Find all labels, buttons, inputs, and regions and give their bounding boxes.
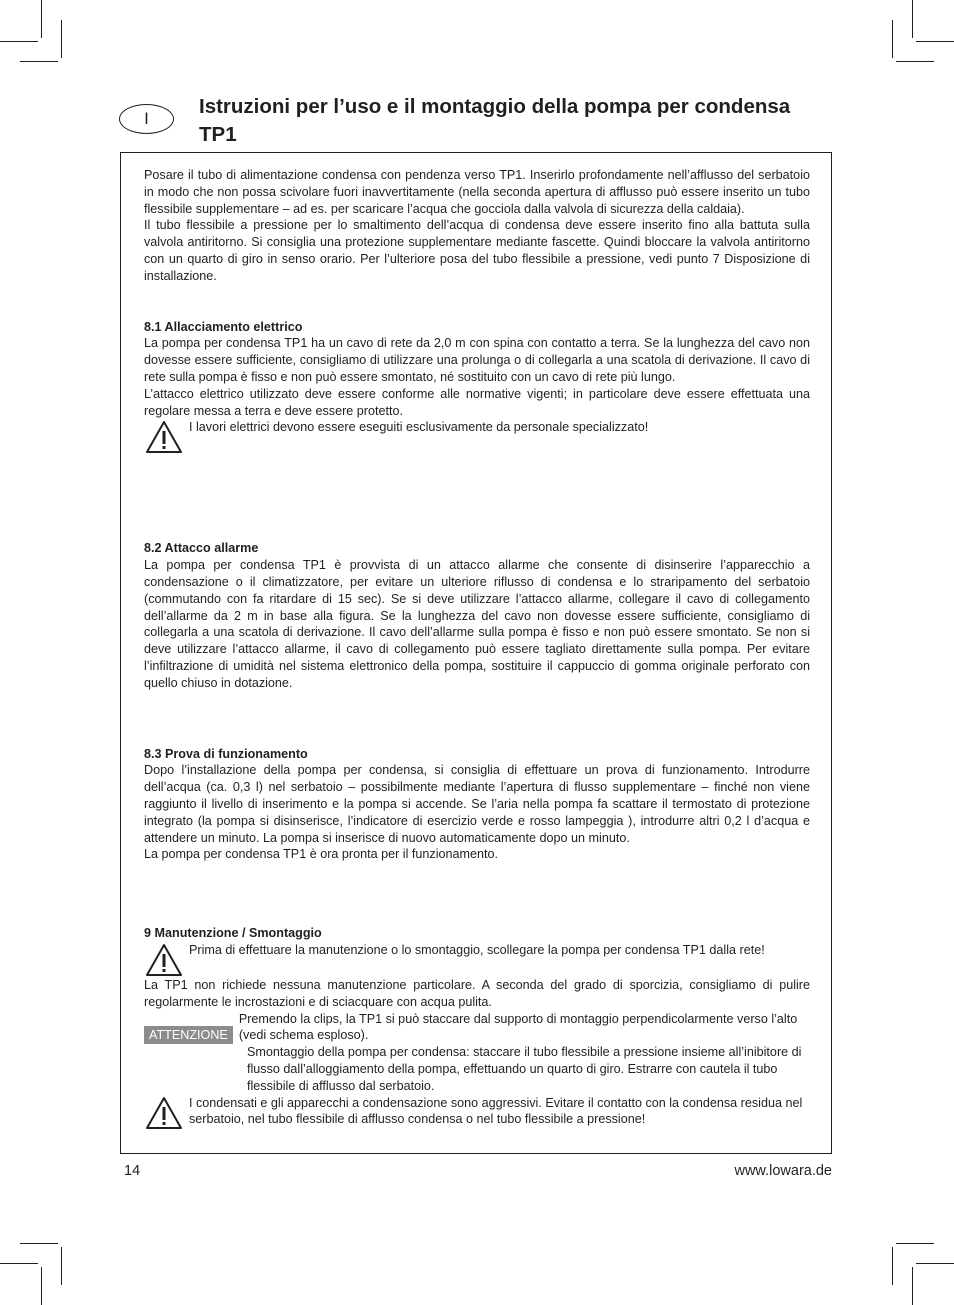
section-paragraph: La pompa per condensa TP1 è provvista di un attacco allarme che consente di disinserire l’apparecchio a condensazione o il climatizzatore, per evitare un ulteriore riflusso di condensa e lo straripamento del serbatoio (commutando con fa ritardare di 15 sec). Se si deve utilizzare l’attacco allarme, collegare il cavo di collegamento dell’allarme da 2 m in base alla figura. Se la lunghezza del cavo non dovesse essere sufficiente, consigliamo di collegarla a una scatola di derivazione. Il cavo dell’allarme sulla pompa è fisso e non può essere smontato. Se non si deve utilizzare l’attacco allarme, il cavo di collegamento può essere tagliato direttamente sulla pompa. Per evitare l’infiltrazione di umidità nel sistema elettronico della pompa, sostituire il cappuccio di gomma originale perforato con quello chiuso in dotazione.	[144, 558, 810, 690]
section-heading: 8.2 Attacco allarme	[144, 541, 259, 556]
warning-triangle-icon	[145, 943, 183, 977]
crop-mark	[20, 1243, 58, 1244]
page-title: Istruzioni per l’uso e il montaggio della pompa per condensa TP1	[199, 95, 791, 146]
attention-badge: ATTENZIONE	[144, 1026, 233, 1045]
warning-triangle-icon	[145, 420, 183, 454]
warning-note	[144, 419, 810, 454]
crop-mark	[0, 1263, 38, 1264]
warning-triangle-icon	[145, 1096, 183, 1130]
section-paragraph: L’attacco elettrico utilizzato deve essere conforme alle normative vigenti; in particolare deve essere effettuata una regolare messa a terra e deve essere protetto.	[144, 386, 810, 418]
document-body	[144, 167, 810, 1130]
crop-mark	[41, 0, 42, 38]
attention-text	[239, 1011, 810, 1045]
crop-mark	[20, 61, 58, 62]
section-heading: 8.3 Prova di funzionamento	[144, 746, 308, 761]
crop-mark	[41, 1267, 42, 1305]
section-paragraph: Dopo l’installazione della pompa per condensa, si consiglia di effettuare un prova di funzionamento. Introdurre dell’acqua (ca. 0,3 l) nel serbatoio – possibilmente mediante l’apertura di flusso supplementare – finché non viene raggiunto il livello di inserimento e la pompa si accende. Se l’aria nella pompa fa scattare il termostato di protezione integrato (la pompa si disinserisce, l’indicatore di esercizio verde e rosso lampeggia ), introdurre altri 0,2 l d’acqua e attendere un minuto. La pompa si inserisce di nuovo automaticamente dopo un minuto.	[144, 763, 810, 845]
crop-mark	[896, 61, 934, 62]
section-paragraph: La pompa per condensa TP1 è ora pronta per il funzionamento.	[144, 847, 499, 862]
section-heading: 8.1 Allacciamento elettrico	[144, 319, 303, 334]
section-heading: 9 Manutenzione / Smontaggio	[144, 926, 322, 941]
attention-line: Premendo la clips, la TP1 si può staccare dal supporto di montaggio perpendicolarmente verso l’alto (vedi schema esploso).	[238, 1011, 798, 1043]
attention-line: Smontaggio della pompa per condensa: staccare il tubo flessibile a pressione insieme all’inibitore di flusso dall’alloggiamento della pompa, effettuando un quarto di giro. Estrarre con cautela il tubo flessibile di afflusso dal serbatoio.	[247, 1045, 802, 1093]
page-number: 14	[124, 1163, 141, 1179]
attention-continuation	[144, 1044, 810, 1094]
section-paragraph: La pompa per condensa TP1 ha un cavo di rete da 2,0 m con spina con contatto a terra. Se la lunghezza del cavo non dovesse essere sufficiente, consigliamo di utilizzare una prolunga o di collegarla a una scatola di derivazione. Il cavo di rete sulla pompa è fisso e non può essere smontato, né sostituito con un cavo di rete più lungo.	[144, 336, 810, 384]
warning-text: I condensati e gli apparecchi a condensazione sono aggressivi. Evitare il contatto con la condensa residua nel serbatoio, nel tubo flessibile di afflusso condensa o nel tubo flessibile a pressione!	[189, 1095, 803, 1127]
crop-mark	[892, 1247, 893, 1285]
section-paragraph: La TP1 non richiede nessuna manutenzione particolare. A seconda del grado di sporcizia, consigliamo di pulire regolarmente le incrostazioni e di sciacquare con acqua pulita.	[144, 977, 810, 1009]
warning-note	[144, 1095, 810, 1130]
crop-mark	[912, 0, 913, 38]
crop-mark	[61, 1247, 62, 1285]
website-url: www.lowara.de	[734, 1163, 832, 1179]
language-badge: I	[119, 104, 174, 134]
crop-mark	[916, 41, 954, 42]
crop-mark	[892, 20, 893, 58]
warning-note	[144, 942, 810, 977]
attention-note	[144, 1011, 810, 1045]
crop-mark	[896, 1243, 934, 1244]
crop-mark	[916, 1263, 954, 1264]
intro-paragraph: Posare il tubo di alimentazione condensa con pendenza verso TP1. Inserirlo profondamente nell’afflusso del serbatoio in modo che non possa scivolare fuori inavvertitamente (nella seconda apertura di afflusso può essere inserito un tubo flessibile supplementare – ad es. per scaricare l’acqua che gocciola dalla valvola di sicurezza della caldaia).	[144, 168, 810, 216]
intro-paragraph: Il tubo flessibile a pressione per lo smaltimento dell’acqua di condensa deve essere inserito fino alla battuta sulla valvola antiritorno. Si consiglia una protezione supplementare mediante fascette. Quindi bloccare la valvola antiritorno con un quarto di giro in senso orario. Per l’ulteriore posa del tubo flessibile a pressione, vedi punto 7 Disposizione di installazione.	[144, 218, 810, 283]
crop-mark	[0, 41, 38, 42]
crop-mark	[912, 1267, 913, 1305]
warning-text: I lavori elettrici devono essere eseguiti esclusivamente da personale specializzato!	[189, 420, 649, 435]
crop-mark	[61, 20, 62, 58]
warning-text: Prima di effettuare la manutenzione o lo smontaggio, scollegare la pompa per condensa TP1 dalla rete!	[189, 942, 765, 957]
